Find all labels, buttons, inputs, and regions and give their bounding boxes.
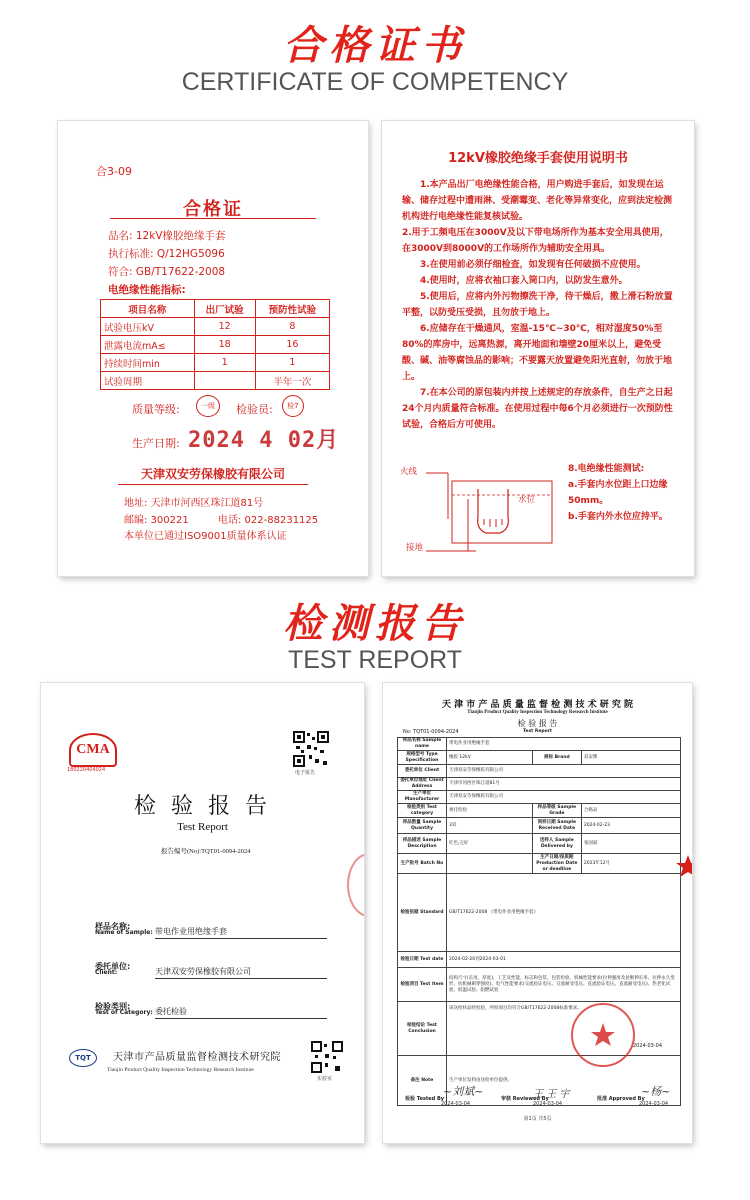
table-cell: 16 (255, 336, 329, 354)
certificate-product: 品名: 12kV橡胶绝缘手套 (108, 230, 226, 242)
table-cell-value: 结构尺寸(长度、厚度)、工艺及性能、标志和包装、包装检验、机械性能要求(拉伸强度及扯断伸长率、拉伸永久变形、抗机械刺穿强度)、电气性能要求(交流验证电压、交流耐受电压、直流验证电压、直流耐受电压)、热老化试验、低温试验、阻燃试验 (447, 968, 681, 1002)
tqt-logo: TQT (69, 1049, 97, 1067)
seal-partial (347, 853, 364, 917)
table-row (398, 874, 681, 952)
table-cell-label: 规格型号 Type Specification (398, 751, 447, 765)
label-water-level: 水位 (518, 495, 536, 505)
certificate-code: 合3-09 (96, 165, 132, 178)
category-label-cn: 检验类别: (95, 1002, 131, 1011)
table-cell-label: 检验依据 Standard (398, 874, 447, 952)
test-note-a: a.手套内水位距上口边缘50mm。 (568, 480, 668, 506)
label-fire-wire: 火线 (400, 467, 418, 477)
official-seal (569, 1001, 637, 1069)
table-row (398, 778, 681, 791)
label-ground: 接地 (406, 543, 424, 553)
inspector-label: 检验员: (236, 403, 273, 416)
table-cell: 泄露电流mA≤ (101, 336, 195, 354)
date-label: 生产日期: (132, 437, 180, 450)
table-row (398, 765, 681, 778)
table-cell: 1 (194, 354, 255, 372)
table-row (101, 336, 330, 354)
certificate-company: 天津双安劳保橡胶有限公司 (140, 467, 285, 481)
table-cell: 持续时间min (101, 354, 195, 372)
table-row (398, 854, 681, 874)
certificate-address: 地址: 天津市河西区珠江道81号 (124, 498, 264, 509)
category-label-en: Test of Category: (95, 1009, 153, 1016)
table-cell: 试验周期 (101, 372, 195, 390)
category-value: 委托检验 (155, 1006, 327, 1019)
manual-paragraph: 2.用于工频电压在3000V及以下带电场所作为基本安全用具使用，在3000V到8000V的工作场所作为辅助安全用具。 (402, 228, 669, 254)
table-row (398, 738, 681, 751)
quality-stamp: 一级 (196, 395, 220, 417)
bottom-qr-code-icon (311, 1041, 343, 1073)
table-cell-label: 委托单位 Client (398, 765, 447, 778)
table-cell-value: 带电作业用绝缘手套 (447, 738, 681, 751)
table-cell (194, 372, 255, 390)
detail-institute-cn: 天 津 市 产 品 质 量 监 督 检 测 技 术 研 究 院 (441, 700, 633, 710)
certificate-iso: 本单位已通过ISO9001质量体系认证 (124, 531, 287, 542)
sample-label-cn: 样品名称: (95, 922, 131, 931)
table-cell-value: 双安牌 (581, 751, 680, 765)
manual-paragraph: 4.使用时，应将衣袖口套入筒口内，以防发生意外。 (420, 276, 628, 286)
table-cell-label: 样品等级 Sample Grade (532, 804, 581, 818)
qr-caption: 电子报告 (295, 770, 316, 776)
sig-issued-date: 2024-03-04 (639, 1101, 669, 1107)
sample-label-en: Name of Sample: (95, 929, 153, 936)
table-row (398, 968, 681, 1002)
table-cell: 1 (255, 354, 329, 372)
detail-institute-en: Tianjin Product Quality Inspection Technology Research Institute (467, 710, 608, 715)
institute-name-cn: 天津市产品质量监督检测技术研究院 (113, 1052, 281, 1063)
conclusion-text: 该送检样品经检验，所检项目均符合GB/T17622-2008标准要求。 (449, 1006, 582, 1011)
table-cell-label: 检验类别 Test category (398, 804, 447, 818)
table-cell-value: 2024-02-23 (581, 818, 680, 834)
table-row (398, 952, 681, 968)
certificate-indicators: 电绝缘性能指标: (108, 284, 186, 296)
report-title: 检 验 报 告 (134, 794, 271, 819)
table-row (398, 751, 681, 765)
table-cell-label: 委托单位地址 Client Address (398, 778, 447, 791)
table-cell-value: 合格品 (581, 804, 680, 818)
company-divider (118, 484, 308, 485)
table-cell-label: 商标 Brand (532, 751, 581, 765)
table-header-cell: 出厂试验 (194, 300, 255, 318)
table-cell-label: 样品数量 Sample Quantity (398, 818, 447, 834)
section-subtitle-certificate: CERTIFICATE OF COMPETENCY (181, 68, 569, 96)
certificate-conform: 符合: GB/T17622-2008 (108, 266, 226, 278)
manual-card (382, 121, 694, 576)
table-row (101, 354, 330, 372)
report-cover-card (41, 683, 364, 1143)
inspector-stamp: 检7 (282, 395, 304, 417)
detail-report-number: No: TQT01-0094-2024 (403, 729, 459, 735)
sig-issued-label: 批准 Approved By (597, 1096, 645, 1102)
table-cell-value: 天津双安劳保橡胶有限公司 (447, 765, 681, 778)
table-cell: 半年一次 (255, 372, 329, 390)
table-cell-value (447, 1002, 681, 1056)
page-info: 第1页 共5页 (523, 1116, 552, 1122)
table-cell-label: 送样人 Sample Delivered by (532, 834, 581, 854)
report-subtitle: Test Report (177, 821, 228, 833)
table-cell: 12 (194, 318, 255, 336)
section-title-certificate: 合格证书 (283, 23, 467, 69)
table-row (101, 372, 330, 390)
table-header-row (101, 300, 330, 318)
table-cell-value: 天津市河西区珠江道81号 (447, 778, 681, 791)
certificate-title-underline (110, 218, 316, 219)
table-cell-label: 备注 Note (398, 1056, 447, 1106)
table-cell-value: 2024-02-26到2024-03-01 (447, 952, 681, 968)
table-cell-label: 生产批号 Batch No (398, 854, 447, 874)
table-row (398, 804, 681, 818)
detail-title-en: Test Report (522, 729, 553, 734)
table-row (398, 818, 681, 834)
manual-paragraph: 1.本产品出厂电绝缘性能合格，用户购进手套后，如发现在运输、储存过程中遭雨淋、受潮霉变、老化等异常变化，应到法定检测机构进行电绝缘性能复核试验。 (402, 180, 673, 222)
institute-name-en: Tianjin Product Quality Inspection Technology Research Institute (107, 1067, 254, 1073)
table-cell: 试验电压kV (101, 318, 195, 336)
table-header-cell: 预防性试验 (255, 300, 329, 318)
manual-title: 12kV橡胶绝缘手套使用说明书 (448, 151, 628, 166)
detail-table (397, 737, 681, 1106)
table-cell-value: 张国斌 (581, 834, 680, 854)
table-cell-value: 生产单位发料由送检单位提供。 (447, 1056, 681, 1106)
table-cell-value: 橡胶 12kV (447, 751, 533, 765)
table-cell-label: 检验结论 Test Conclusion (398, 1002, 447, 1056)
table-cell-label: 样品名称 Sample name (398, 738, 447, 751)
table-cell-value: 3双 (447, 818, 533, 834)
table-cell-label: 样品描述 Sample Description (398, 834, 447, 854)
production-date-stamp: 2024 4 02月 (188, 428, 340, 453)
manual-body (402, 177, 674, 433)
section-subtitle-report: TEST REPORT (287, 646, 463, 674)
manual-test-notes (568, 461, 686, 525)
table-cell-value: 红色,完好 (447, 834, 533, 854)
sig-issued-signature: ~杨~ (641, 1085, 671, 1098)
table-cell-label: 生产单位 Manufacturer (398, 791, 447, 804)
table-cell-value: 委托检验 (447, 804, 533, 818)
table-header-cell: 项目名称 (101, 300, 195, 318)
client-label-cn: 委托单位: (95, 962, 131, 971)
table-cell: 8 (255, 318, 329, 336)
table-cell-value: 天津双安劳保橡胶有限公司 (447, 791, 681, 804)
table-cell-label: 到样日期 Sample Received Date (532, 818, 581, 834)
sig-approved-date: 2024-03-04 (533, 1101, 563, 1107)
table-cell-label: 检验日期 Test date (398, 952, 447, 968)
table-cell-value: GB/T17622-2008 《带电作业用绝缘手套》 (447, 874, 681, 952)
certificate-phone: 电话: 022-88231125 (218, 515, 319, 526)
qr-code-icon (293, 731, 329, 767)
table-cell: 18 (194, 336, 255, 354)
test-note-b: b.手套内外水位应持平。 (568, 512, 668, 522)
side-seal-star (673, 851, 692, 881)
quality-label: 质量等级: (132, 403, 180, 416)
table-row (398, 1002, 681, 1056)
certificate-table (100, 299, 330, 390)
table-row (101, 318, 330, 336)
conclusion-stamp-date: 2024-03-04 (632, 1043, 662, 1049)
table-row (398, 834, 681, 854)
bottom-qr-caption: 实验室 (317, 1076, 333, 1082)
detail-title-cn: 检 验 报 告 (517, 719, 558, 728)
sig-approved-signature: 王 王 宇 (533, 1089, 570, 1100)
cma-number: 180220404024 (67, 767, 106, 773)
manual-paragraph: 5.使用后，应将内外污物擦洗干净，待干燥后，撒上滑石粉放置平整，以防受压受损，且勿放于地上。 (402, 292, 673, 318)
manual-paragraph: 3.在使用前必须仔细检查，如发现有任何破损不应使用。 (420, 260, 646, 270)
table-cell-label: 生产日期/保质期 Production Date or deadline (532, 854, 581, 874)
manual-paragraph: 6.应储存在干燥通风，室温-15℃~30℃，相对湿度50%至80%的库房中，远离热源，离开地面和墙壁20厘米以上，避免受酸、碱、油等腐蚀品的影响；不要露天放置避免阳光直射，勿放于地上。 (402, 324, 673, 382)
report-number: 报告编号(No):TQT01-0094-2024 (161, 848, 251, 855)
table-row (398, 791, 681, 804)
certificate-card (58, 121, 368, 576)
certificate-standard: 执行标准: Q/12HG5096 (108, 248, 225, 260)
section-title-report: 检测报告 (283, 601, 467, 647)
certificate-title: 合格证 (183, 199, 243, 220)
table-cell-label: 检验项目 Test Item (398, 968, 447, 1002)
cma-logo: CMA (69, 733, 117, 767)
manual-paragraph: 7.在本公司的原包装内并按上述规定的存放条件，自生产之日起24个月内质量符合标准。在使用过程中每6个月必须进行一次预防性试验，合格后方可使用。 (402, 388, 673, 430)
sig-tested-date: 2024-03-04 (441, 1101, 471, 1107)
sample-value: 带电作业用绝缘手套 (155, 926, 327, 939)
client-value: 天津双安劳保橡胶有限公司 (155, 966, 327, 979)
table-cell-value: 2023年12月 (581, 854, 680, 874)
test-heading: 8.电绝缘性能测试: (568, 464, 645, 474)
table-cell-value (447, 854, 533, 874)
report-detail-card (383, 683, 692, 1143)
sig-tested-signature: ~刘斌~ (443, 1085, 484, 1098)
sig-approved-label: 审核 Reviewed By (501, 1096, 549, 1102)
sig-tested-label: 检验 Tested By (405, 1096, 445, 1102)
client-label-en: Client: (95, 969, 118, 976)
certificate-postcode: 邮编: 300221 (124, 515, 189, 526)
